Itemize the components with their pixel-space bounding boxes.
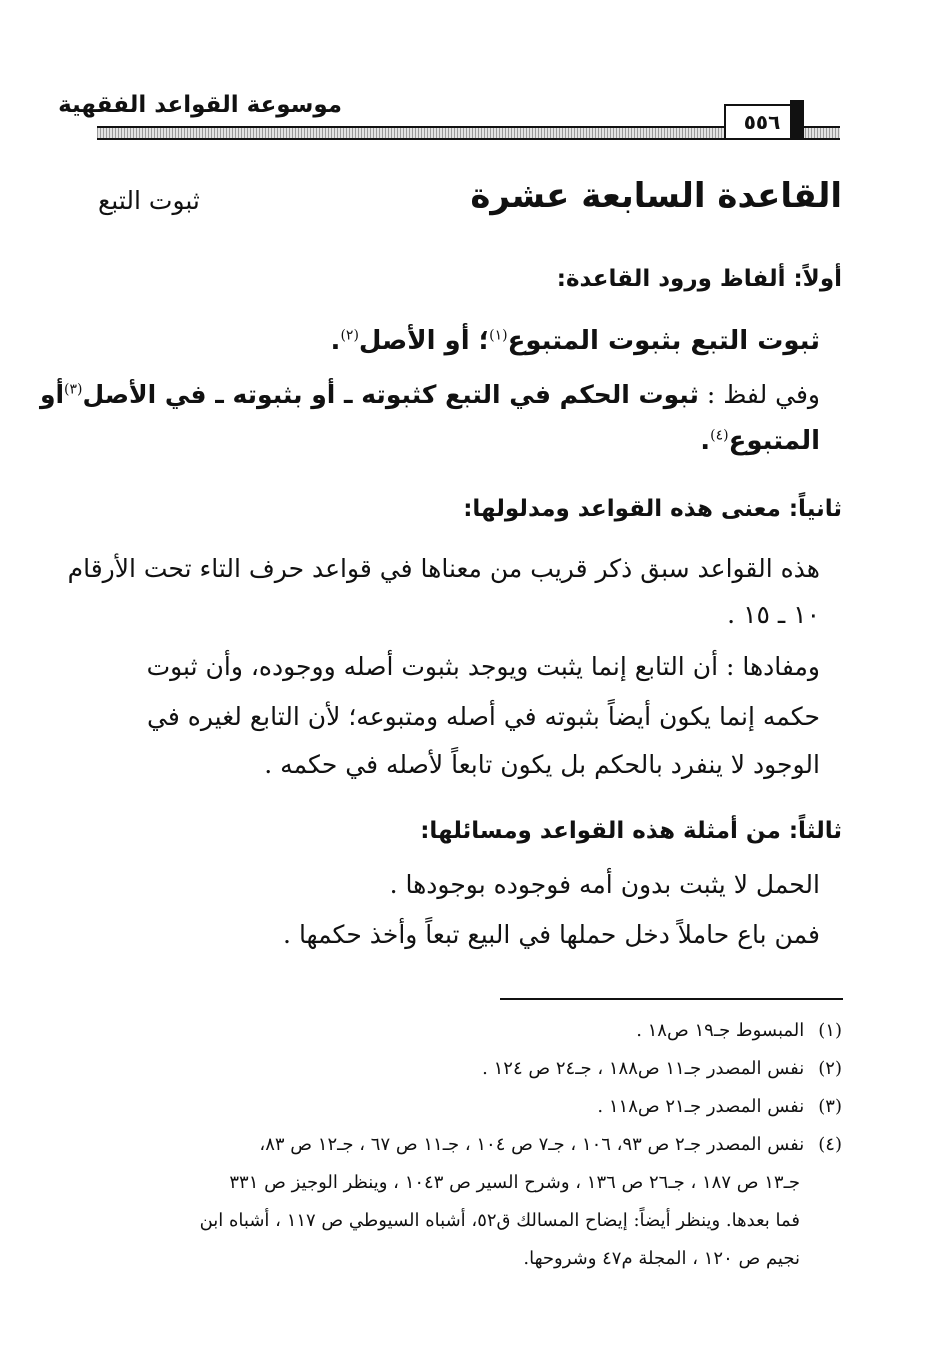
rule-wording-1-mid: ؛ أو الأصل [358,326,490,356]
footnote-1 [636,1020,842,1041]
footnote-4-number: (٤) [818,1134,842,1155]
page-number: ٥٥٦ [724,104,800,140]
footnote-3-text: نفس المصدر جـ٢١ ص١١٨ . [597,1096,805,1117]
footnote-4-line1: نفس المصدر جـ٢ ص ٩٣، ١٠٦ ، جـ٧ ص ١٠٤ ، جـ١١ ص ٦٧ ، جـ١٢ ص ٨٣، [259,1134,805,1155]
meaning-p1-line1: هذه القواعد سبق ذكر قريب من معناها في قواعد حرف التاء تحت الأرقام [67,554,820,583]
footnote-ref-3[interactable]: (٣) [64,381,83,398]
rule-wording-2-main [64,380,820,409]
footnote-4-line3: فما بعدها. وينظر أيضاً: إيضاح المسالك ق٥٢، أشباه السيوطي ص ١١٧ ، أشباه ابن [199,1210,800,1231]
footnote-4-line4: نجيم ص ١٢٠ ، المجلة م٤٧ وشروحها. [523,1248,800,1269]
footnote-2-text: نفس المصدر جـ١١ ص١٨٨ ، جـ٢٤ ص ١٢٤ . [482,1058,805,1079]
rule-wording-2 [39,380,820,409]
rule-name: ثبوت التبع [98,186,200,215]
footnote-1-number: (١) [818,1020,842,1041]
footnote-4 [259,1134,842,1155]
rule-wording-2-intro: وفي لفظ : [706,380,820,409]
running-title: موسوعة القواعد الفقهية [58,92,342,118]
meaning-p2-line3: الوجود لا ينفرد بالحكم بل يكون تابعاً لأصله في حكمه . [264,750,820,779]
footnote-separator [500,998,843,1000]
footnote-ref-2[interactable]: (٢) [340,327,359,344]
rule-wording-1-text: ثبوت التبع بثبوت المتبوع [507,326,820,356]
meaning-p2-line1: ومفادها : أن التابع إنما يثبت ويوجد بثبوت أصله ووجوده، وأن ثبوت [146,652,820,681]
footnote-1-text: المبسوط جـ١٩ ص١٨ . [636,1020,805,1041]
rule-wording-3-bold: المتبوع [728,426,820,456]
footnote-3-number: (٣) [818,1096,842,1117]
footnote-ref-1[interactable]: (١) [489,327,508,344]
example-line-1: الحمل لا يثبت بدون أمه فوجوده بوجودها . [389,870,820,899]
footnote-2-number: (٢) [818,1058,842,1079]
rule-wording-3 [700,426,820,456]
header-bar-ornament [790,100,804,140]
section-heading-3: ثالثاً: من أمثلة هذه القواعد ومسائلها: [420,818,842,844]
rule-wording-2-bold: ثبوت الحكم في التبع كثبوته ـ أو بثبوته ـ في الأصل [82,380,699,409]
rule-wording-3-end: . [700,426,711,456]
meaning-p2-line2: حكمه إنما يكون أيضاً بثبوته في أصله ومتبوعه؛ لأن التابع لغيره في [147,702,820,731]
rule-wording-1-end: . [330,326,341,356]
meaning-p1-line2: ١٠ ـ ١٥ . [727,600,820,629]
footnote-ref-4[interactable]: (٤) [710,427,729,444]
section-heading-1: أولاً: ألفاظ ورود القاعدة: [556,266,842,292]
footnote-2 [482,1058,842,1079]
footnote-4-line2: جـ١٣ ص ١٨٧ ، جـ٢٦ ص ١٣٦ ، وشرح السير ص ١٠٤٣ ، وينظر الوجيز ص ٣٣١ [229,1172,800,1193]
rule-wording-1 [331,326,820,356]
example-line-2: فمن باع حاملاً دخل حملها في البيع تبعاً وأخذ حكمها . [283,920,820,949]
rule-wording-2-end: أو [39,380,65,409]
rule-title: القاعدة السابعة عشرة [470,176,842,216]
footnote-3 [597,1096,842,1117]
section-heading-2: ثانياً: معنى هذه القواعد ومدلولها: [463,496,842,522]
